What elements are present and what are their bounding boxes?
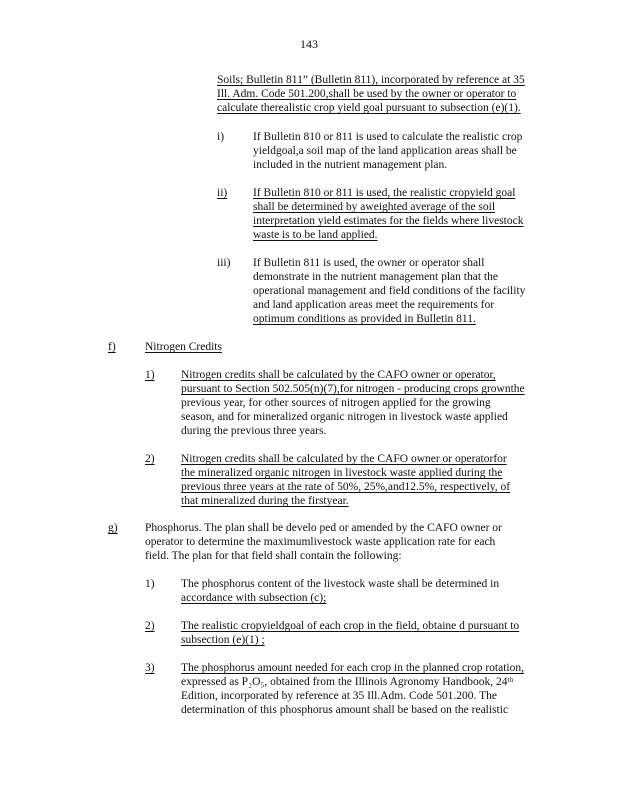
item-line: The realistic cropyieldgoal of each crop in the field, obtaine d pursuant to bbox=[181, 620, 520, 632]
item-marker: 2) bbox=[145, 620, 155, 632]
subitem-line: shall be determined by aweighted average of the soil bbox=[253, 201, 496, 213]
subitem-line: yieldgoal,a soil map of the land application areas shall be bbox=[253, 145, 517, 157]
item-marker: 1) bbox=[145, 369, 155, 381]
item-line: during the previous three years. bbox=[181, 425, 327, 437]
item-marker: 3) bbox=[145, 662, 155, 674]
subitem-marker: iii) bbox=[217, 257, 231, 269]
item-line: expressed as P₂O₅, obtained from the Illinois Agronomy Handbook, 24ᵗʰ bbox=[181, 676, 514, 688]
subitem-marker: ii) bbox=[217, 187, 228, 199]
item-marker: 2) bbox=[145, 453, 155, 465]
subitem-line: included in the nutrient management plan. bbox=[253, 159, 448, 171]
item-line: previous year, for other sources of nitrogen applied for the growing bbox=[181, 397, 491, 409]
intro-line: calculate therealistic crop yield goal pursuant to subsection (e)(1). bbox=[217, 102, 521, 114]
intro-line: Ill. Adm. Code 501.200,shall be used by the owner or operator to bbox=[217, 88, 517, 100]
intro-line: Soils; Bulletin 811” (Bulletin 811), incorporated by reference at 35 bbox=[217, 74, 525, 86]
subitem-line: demonstrate in the nutrient management plan that the bbox=[253, 271, 498, 283]
subitem-marker: i) bbox=[217, 131, 225, 143]
item-line: Nitrogen credits shall be calculated by the CAFO owner or operatorfor bbox=[181, 453, 507, 465]
item-marker: 1) bbox=[145, 578, 155, 590]
section-marker: f) bbox=[108, 341, 116, 353]
item-line: that mineralized during the firstyear. bbox=[181, 495, 349, 507]
subitem-line: optimum conditions as provided in Bulletin 811. bbox=[253, 313, 476, 325]
subitem-line: interpretation yield estimates for the fields where livestock bbox=[253, 215, 524, 227]
section-intro-line: Phosphorus. The plan shall be develo ped or amended by the CAFO owner or bbox=[145, 522, 502, 534]
item-line: pursuant to Section 502.505(n)(7),for nitrogen - producing crops grownthe bbox=[181, 383, 525, 395]
item-line: Edition, incorporated by reference at 35 Ill.Adm. Code 501.200. The bbox=[181, 690, 497, 702]
section-heading: Nitrogen Credits bbox=[145, 341, 222, 353]
item-line: The phosphorus content of the livestock waste shall be determined in bbox=[181, 578, 500, 590]
section-intro-line: operator to determine the maximumlivestock waste application rate for each bbox=[145, 536, 496, 548]
subitem-line: If Bulletin 811 is used, the owner or operator shall bbox=[253, 257, 485, 269]
subitem-line: and land application areas meet the requirements for bbox=[253, 299, 495, 311]
subitem-line: waste is to be land applied. bbox=[253, 229, 378, 241]
section-intro-line: field. The plan for that field shall contain the following: bbox=[145, 550, 402, 562]
item-line: previous three years at the rate of 50%, 25%,and12.5%, respectively, of bbox=[181, 481, 511, 493]
item-line: The phosphorus amount needed for each crop in the planned crop rotation, bbox=[181, 662, 524, 674]
subitem-line: If Bulletin 810 or 811 is used, the realistic cropyield goal bbox=[253, 187, 516, 199]
item-line: determination of this phosphorus amount shall be based on the realistic bbox=[181, 704, 509, 716]
subitem-line: If Bulletin 810 or 811 is used to calculate the realistic crop bbox=[253, 131, 523, 143]
item-line: accordance with subsection (c); bbox=[181, 592, 327, 604]
item-line: subsection (e)(1) ; bbox=[181, 634, 265, 646]
section-marker: g) bbox=[108, 522, 118, 534]
item-line: Nitrogen credits shall be calculated by the CAFO owner or operator, bbox=[181, 369, 496, 381]
page-number: 143 bbox=[300, 37, 318, 51]
item-line: season, and for mineralized organic nitrogen in livestock waste applied bbox=[181, 411, 508, 423]
item-line: the mineralized organic nitrogen in livestock waste applied during the bbox=[181, 467, 503, 479]
subitem-line: operational management and field conditions of the facility bbox=[253, 285, 526, 297]
